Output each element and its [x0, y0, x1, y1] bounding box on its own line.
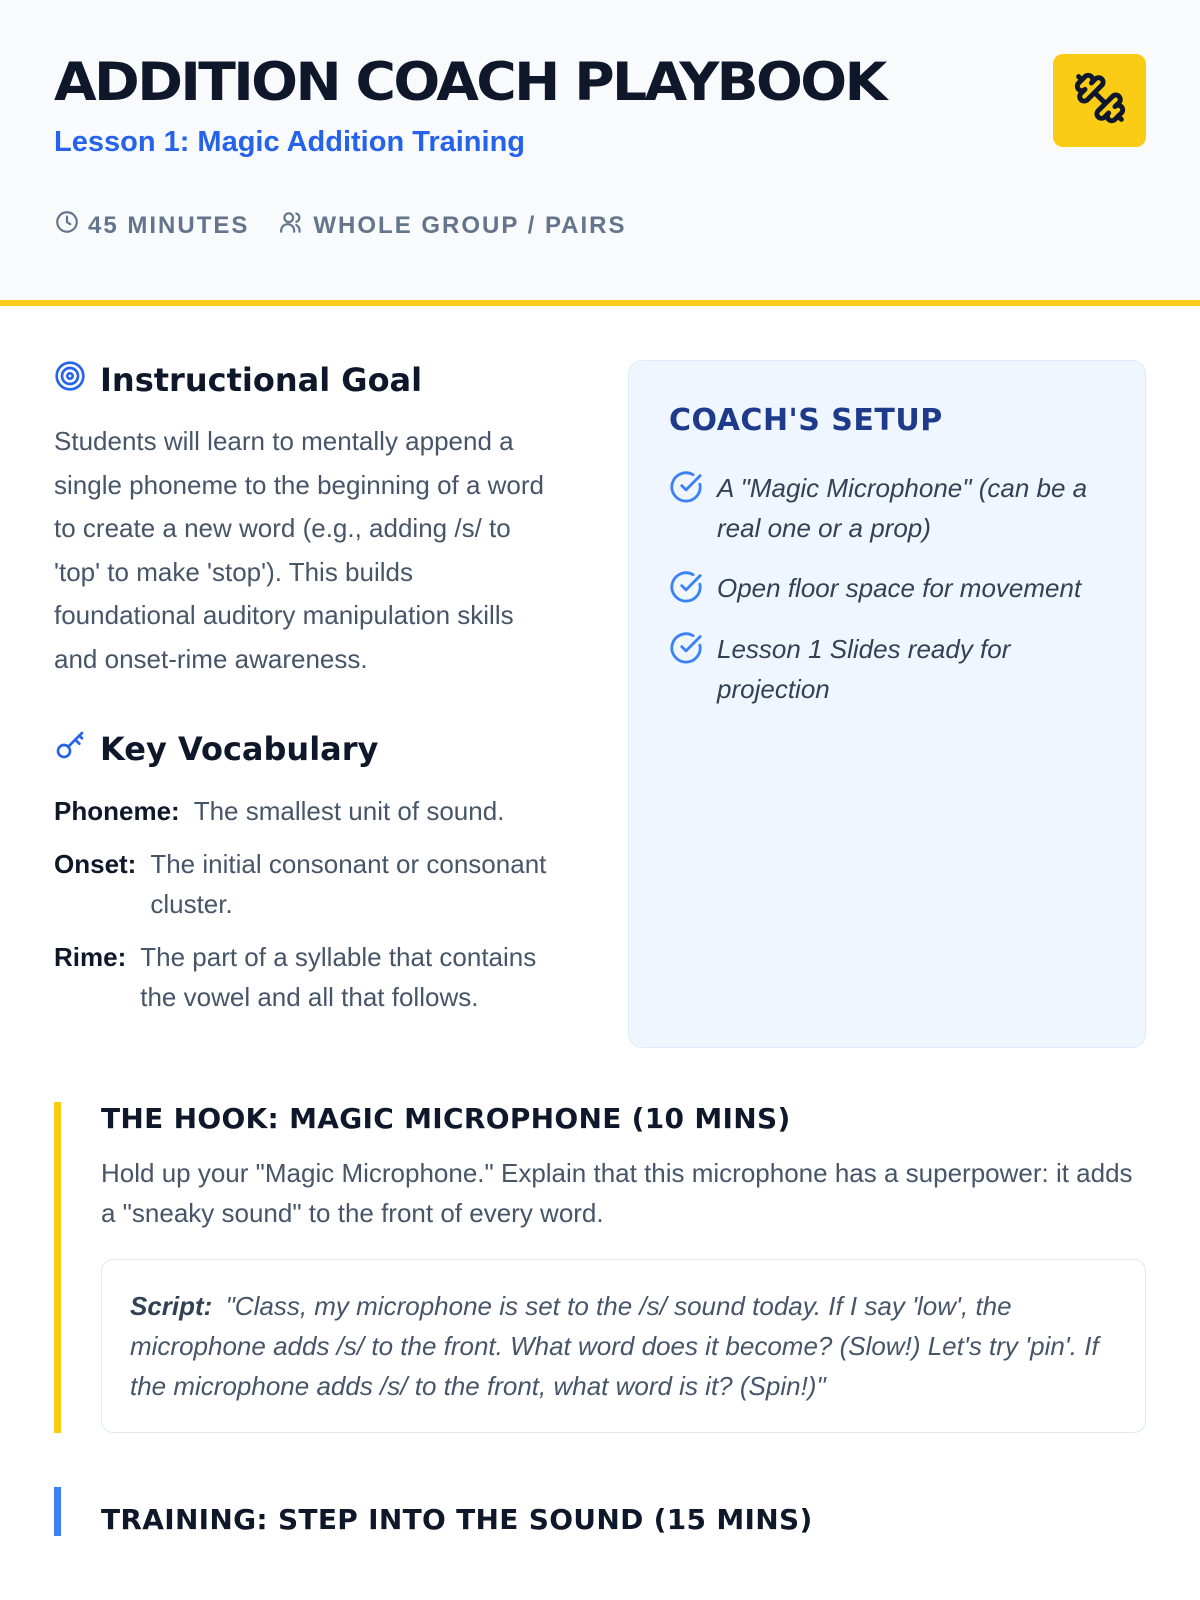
vocab-item	[54, 844, 558, 924]
phase-title: TRAINING: STEP INTO THE SOUND (15 MINS)	[101, 1503, 813, 1536]
goal-heading	[54, 360, 558, 400]
vocab-heading	[54, 729, 558, 769]
phase-description: Hold up your "Magic Microphone." Explain that this microphone has a superpower: it adds a "sneaky sound" to the front of every word.	[101, 1158, 1133, 1228]
vocab-definition: The part of a syllable that contains the vowel and all that follows.	[140, 942, 537, 1012]
script-text: "Class, my microphone is set to the /s/ sound today. If I say 'low', the microphone adds /s/ to the front. What word does it become? (Slow!) Let's try 'pin'. If the microphone adds /s/ to the front, what word is it? (Spin!)"	[130, 1291, 1099, 1401]
users-icon	[279, 209, 305, 242]
page-header	[0, 0, 1200, 306]
target-icon	[54, 360, 86, 400]
key-icon	[54, 729, 86, 769]
setup-item-text: Open floor space for movement	[717, 573, 1082, 603]
vocab-item	[54, 791, 558, 831]
lesson-meta	[54, 209, 1146, 242]
setup-item-text: A "Magic Microphone" (can be a real one or a prop)	[717, 473, 1088, 543]
vocab-item	[54, 937, 558, 1017]
phase-hook	[54, 1102, 1146, 1433]
clock-icon	[54, 209, 80, 242]
vocab-definition: The initial consonant or consonant cluster.	[150, 849, 547, 919]
phase-training	[54, 1487, 1146, 1536]
duration-meta	[54, 209, 249, 242]
grouping-label: WHOLE GROUP / PAIRS	[313, 211, 627, 239]
goal-text: Students will learn to mentally append a single phoneme to the beginning of a word to create a new word (e.g., adding /s/ to 'top' to make 'stop'). This builds foundational auditory manipulation skills and onset-rime awareness.	[54, 426, 545, 674]
check-circle-icon	[669, 568, 703, 609]
coach-setup-card	[628, 360, 1146, 1048]
setup-item	[669, 468, 1105, 548]
goal-vocab-column	[54, 360, 558, 1048]
script-label: Script:	[130, 1291, 213, 1321]
setup-title: COACH'S SETUP	[669, 403, 943, 438]
setup-item	[669, 629, 1105, 709]
overview-section	[0, 360, 1200, 1048]
vocab-list	[54, 791, 558, 1017]
check-circle-icon	[669, 468, 703, 548]
page-title: ADDITION COACH PLAYBOOK	[54, 52, 885, 113]
setup-list	[669, 468, 1105, 709]
check-circle-icon	[669, 629, 703, 709]
setup-item	[669, 568, 1105, 609]
goal-heading-label: Instructional Goal	[100, 361, 423, 399]
vocab-definition: The smallest unit of sound.	[193, 796, 505, 826]
logo-badge	[1053, 54, 1146, 147]
duration-label: 45 MINUTES	[88, 211, 250, 239]
vocab-term: Phoneme:	[54, 796, 180, 826]
setup-item-text: Lesson 1 Slides ready for projection	[717, 634, 1011, 704]
vocab-term: Rime:	[54, 942, 127, 972]
dumbbell-icon	[1073, 71, 1127, 130]
grouping-meta	[279, 209, 626, 242]
lesson-subtitle: Lesson 1: Magic Addition Training	[54, 126, 526, 159]
phase-title: THE HOOK: MAGIC MICROPHONE (10 MINS)	[101, 1102, 791, 1135]
script-box	[101, 1259, 1146, 1433]
vocab-term: Onset:	[54, 849, 137, 879]
vocab-heading-label: Key Vocabulary	[100, 730, 379, 768]
